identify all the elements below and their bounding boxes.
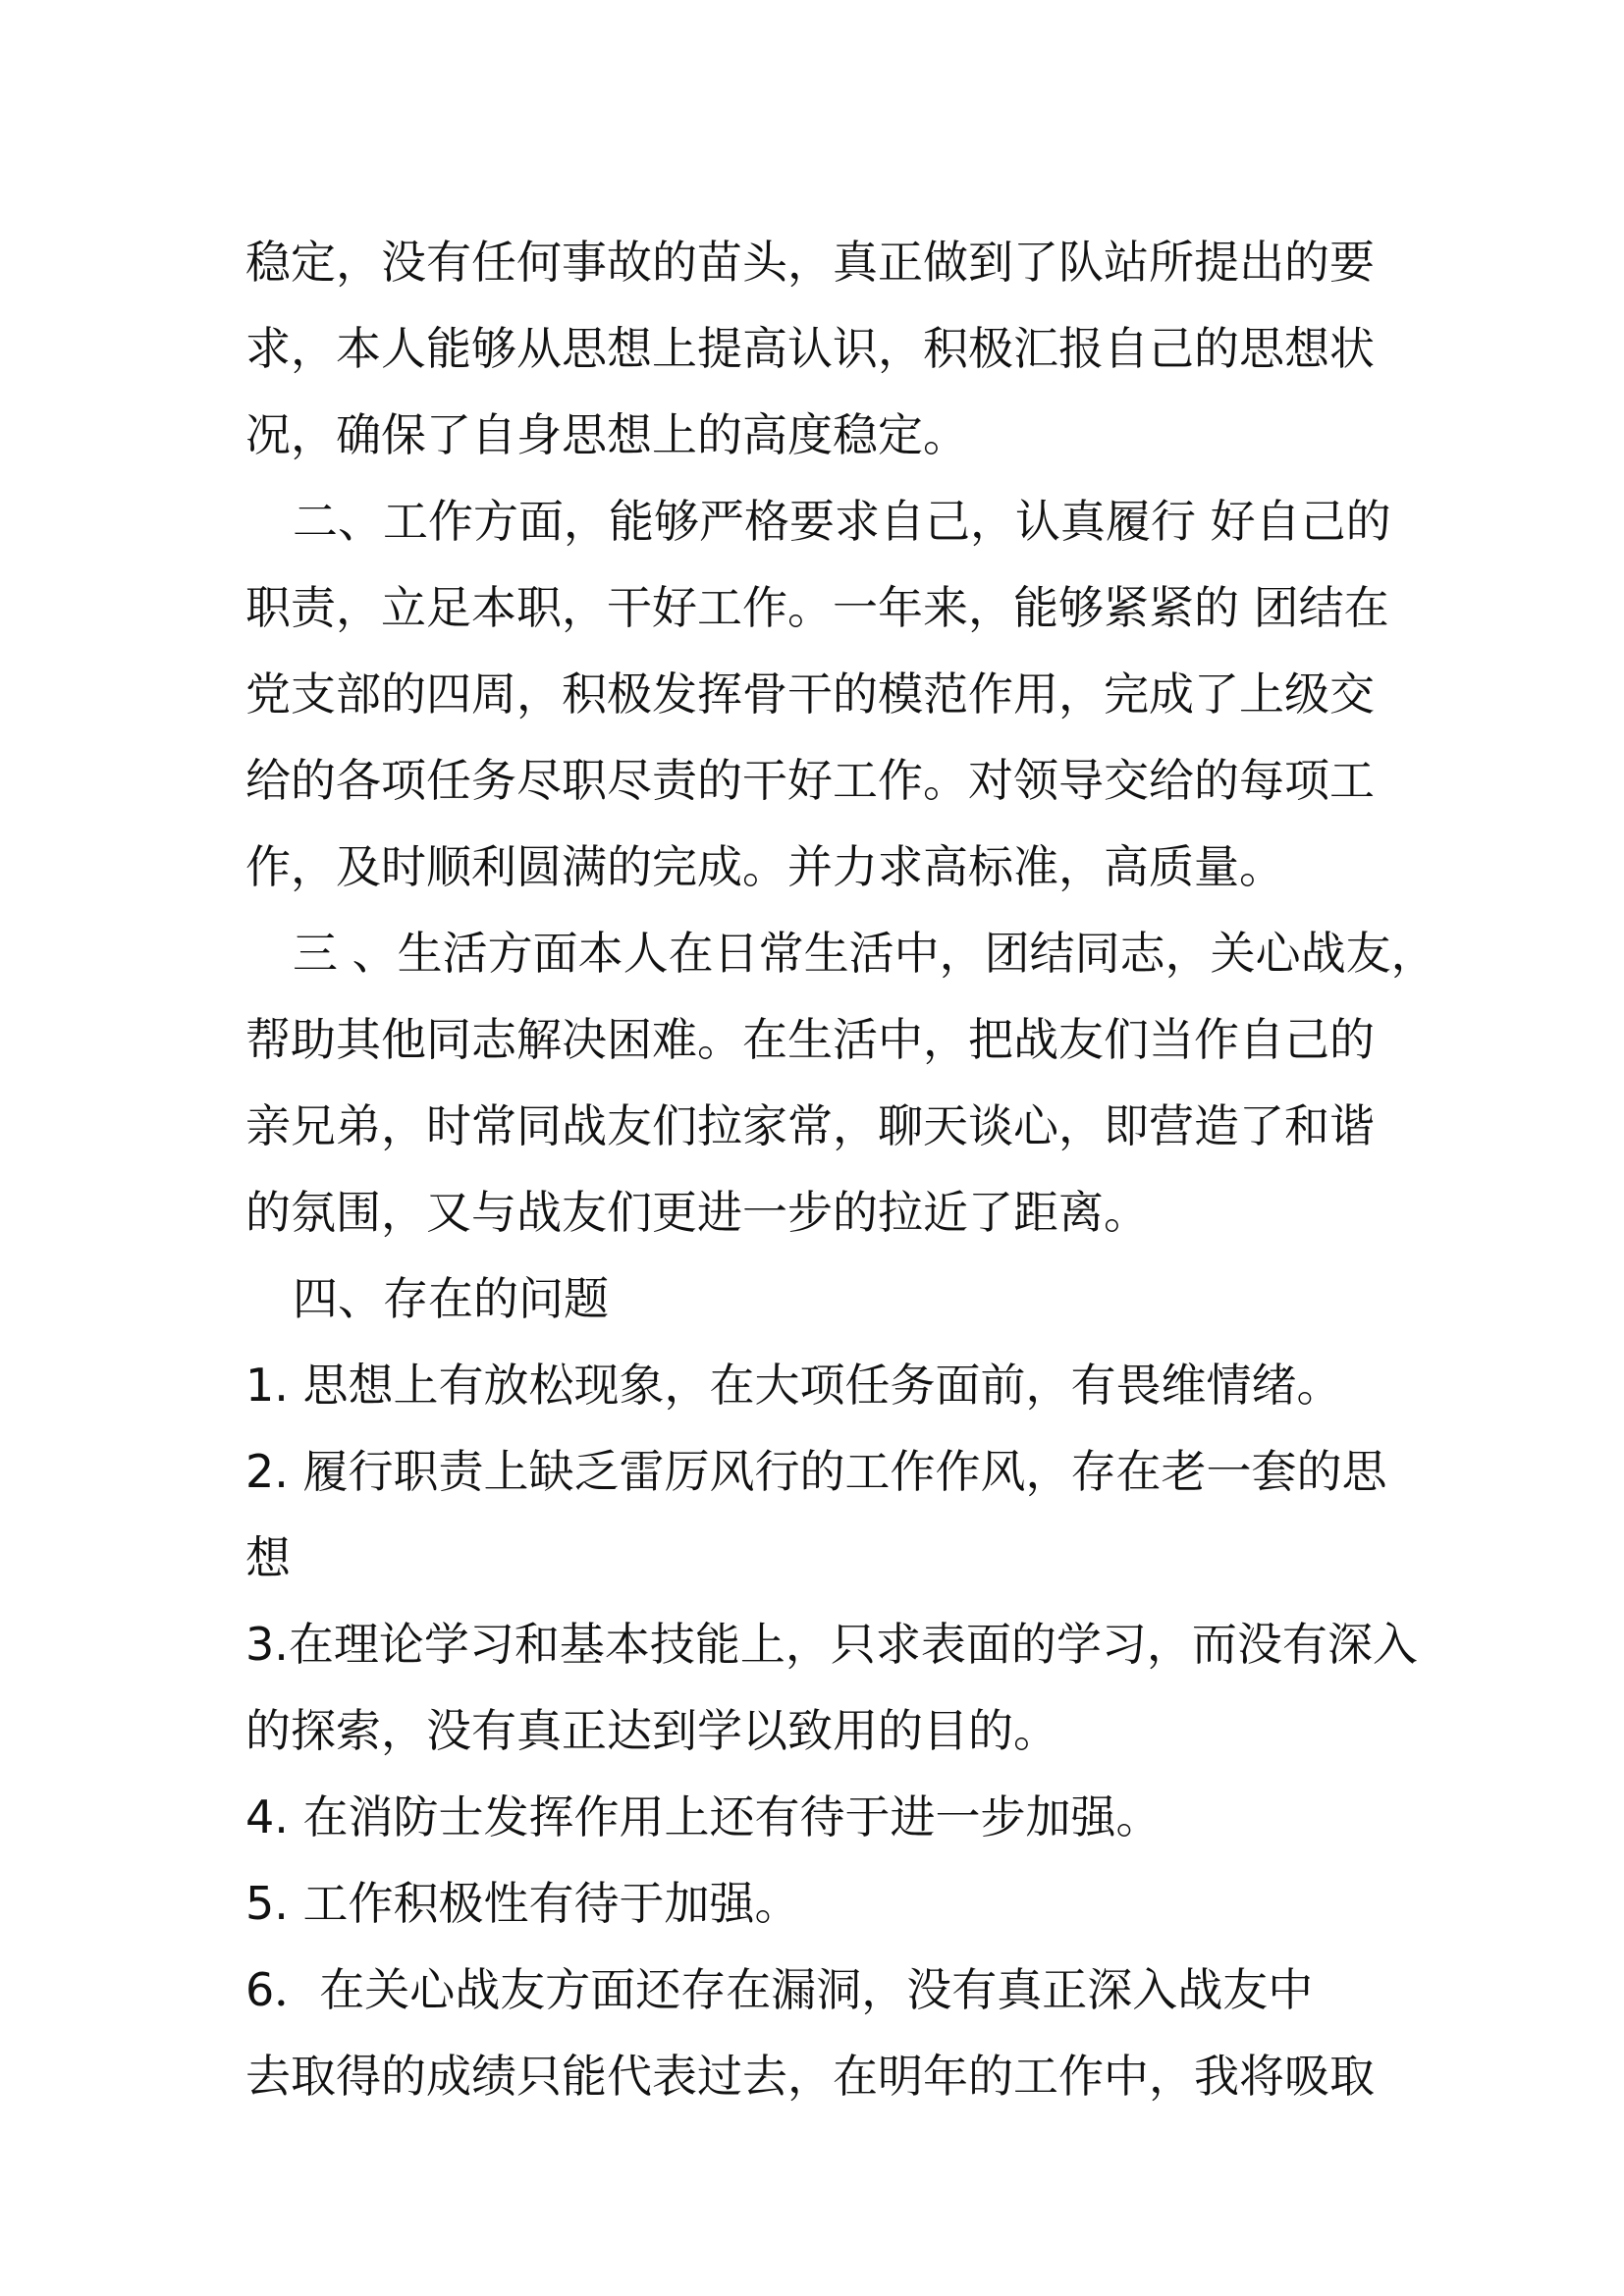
text-line: 职责，立足本职，干好工作。一年来，能够紧紧的 团结在 <box>245 581 1389 634</box>
text-line: 作，及时顺利圆满的完成。并力求高标准，高质量。 <box>245 840 1284 893</box>
section-heading-life: 三 、生活方面本人在日常生活中，团结同志，关心战友， <box>293 927 1436 980</box>
list-item: 4. 在消防士发挥作用上还有待于进一步加强。 <box>245 1790 1162 1843</box>
list-item: 1. 思想上有放松现象，在大项任务面前，有畏维情绪。 <box>245 1359 1342 1412</box>
text-line: 给的各项任务尽职尽责的干好工作。对领导交给的每项工 <box>245 754 1375 807</box>
text-line: 党支部的四周，积极发挥骨干的模范作用，完成了上级交 <box>245 667 1375 721</box>
list-item: 3.在理论学习和基本技能上，只求表面的学习，而没有深入 <box>245 1618 1418 1671</box>
text-line: 稳定，没有任何事故的苗头，真正做到了队站所提出的要 <box>245 236 1375 289</box>
text-line: 去取得的成绩只能代表过去，在明年的工作中，我将吸取 <box>245 2050 1375 2103</box>
list-item: 5. 工作积极性有待于加强。 <box>245 1877 800 1930</box>
body-text <box>245 219 1436 2119</box>
section-heading-work: 二、工作方面，能够严格要求自己，认真履行 好自己的 <box>293 495 1391 548</box>
text-line: 亲兄弟，时常同战友们拉家常，聊天谈心，即营造了和谐 <box>245 1099 1375 1152</box>
section-heading-problems: 四、存在的问题 <box>293 1272 609 1325</box>
text-line: 的氛围，又与战友们更进一步的拉近了距离。 <box>245 1186 1149 1239</box>
text-line: 帮助其他同志解决困难。在生活中，把战友们当作自己的 <box>245 1013 1375 1066</box>
text-line: 想 <box>245 1531 291 1584</box>
text-line: 况，确保了自身思想上的高度稳定。 <box>245 408 968 461</box>
list-item: 6．在关心战友方面还存在漏洞，没有真正深入战友中 <box>245 1963 1314 2016</box>
list-item: 2. 履行职责上缺乏雷厉风行的工作作风，存在老一套的思 <box>245 1445 1387 1498</box>
text-line: 求，本人能够从思想上提高认识，积极汇报自己的思想状 <box>245 322 1375 375</box>
text-line: 的探索，没有真正达到学以致用的目的。 <box>245 1704 1058 1757</box>
